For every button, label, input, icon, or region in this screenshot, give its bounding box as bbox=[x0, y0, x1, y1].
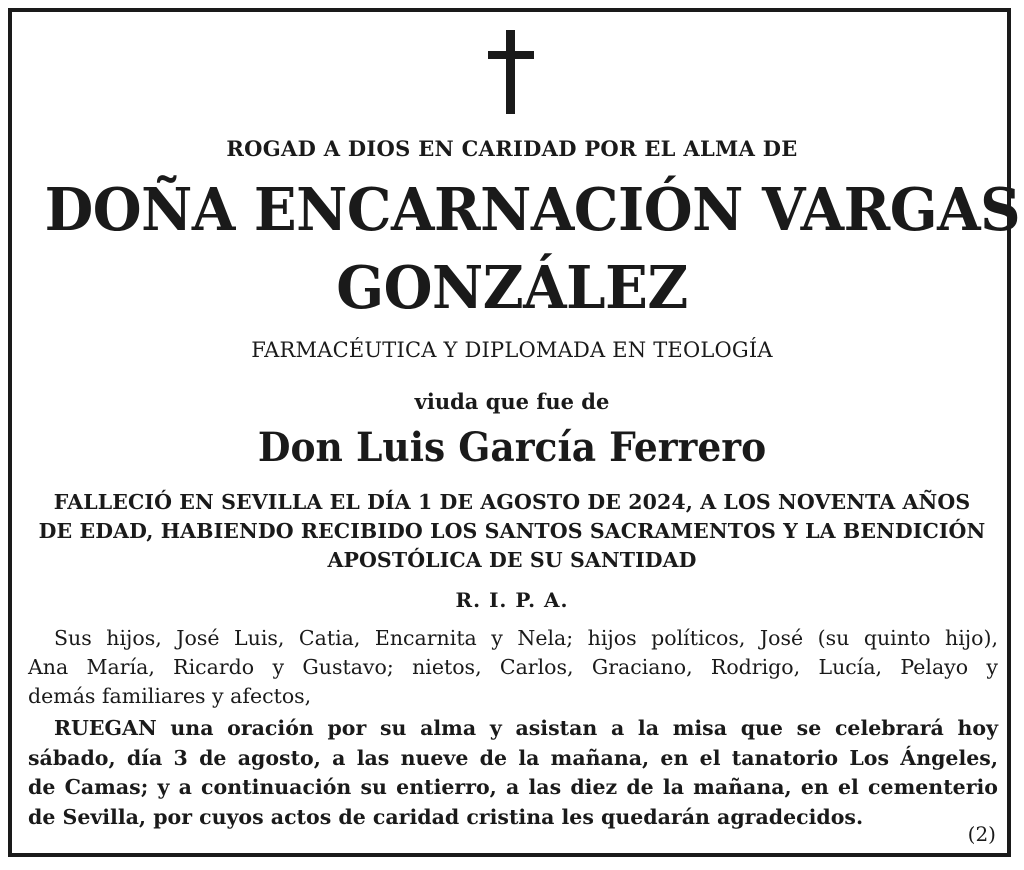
deceased-name-line2: GONZÁLEZ bbox=[336, 253, 688, 322]
deceased-name-line1: DOÑA ENCARNACIÓN VARGAS bbox=[44, 175, 1021, 244]
ruegan-line: de Camas; y a continuación su entierro, a las diez de la mañana, en el cementerio bbox=[28, 775, 998, 799]
family-line: Ana María, Ricardo y Gustavo; nietos, Carlos, Graciano, Rodrigo, Lucía, Pelayo y bbox=[28, 655, 998, 679]
death-line: FALLECIÓ EN SEVILLA EL DÍA 1 DE AGOSTO DE 2024, A LOS NOVENTA AÑOS bbox=[53, 490, 971, 514]
family-paragraph bbox=[28, 624, 998, 711]
widow-of-label: viuda que fue de bbox=[414, 389, 610, 414]
ruegan-line: sábado, día 3 de agosto, a las nueve de la mañana, en el tanatorio Los Ángeles, bbox=[28, 745, 998, 770]
reference-number: (2) bbox=[967, 822, 996, 846]
death-line: APOSTÓLICA DE SU SANTIDAD bbox=[327, 548, 697, 572]
family-line: demás familiares y afectos, bbox=[28, 684, 312, 708]
death-announcement bbox=[26, 488, 998, 575]
ruegan-paragraph bbox=[28, 714, 998, 832]
deceased-profession: FARMACÉUTICA Y DIPLOMADA EN TEOLOGÍA bbox=[251, 338, 773, 362]
family-line: Sus hijos, José Luis, Catia, Encarnita y Nela; hijos políticos, José (su quinto hijo), bbox=[54, 626, 998, 650]
cross-icon bbox=[488, 30, 534, 114]
spouse-name: Don Luis García Ferrero bbox=[257, 424, 767, 471]
death-line: DE EDAD, HABIENDO RECIBIDO LOS SANTOS SACRAMENTOS Y LA BENDICIÓN bbox=[38, 519, 986, 543]
ruegan-line: de Sevilla, por cuyos actos de caridad cristina les quedarán agradecidos. bbox=[28, 804, 864, 829]
ruegan-line: RUEGAN una oración por su alma y asistan a la misa que se celebrará hoy bbox=[54, 716, 998, 740]
notice-intro: ROGAD A DIOS EN CARIDAD POR EL ALMA DE bbox=[226, 136, 798, 161]
ripa-abbreviation: R. I. P. A. bbox=[455, 588, 569, 612]
